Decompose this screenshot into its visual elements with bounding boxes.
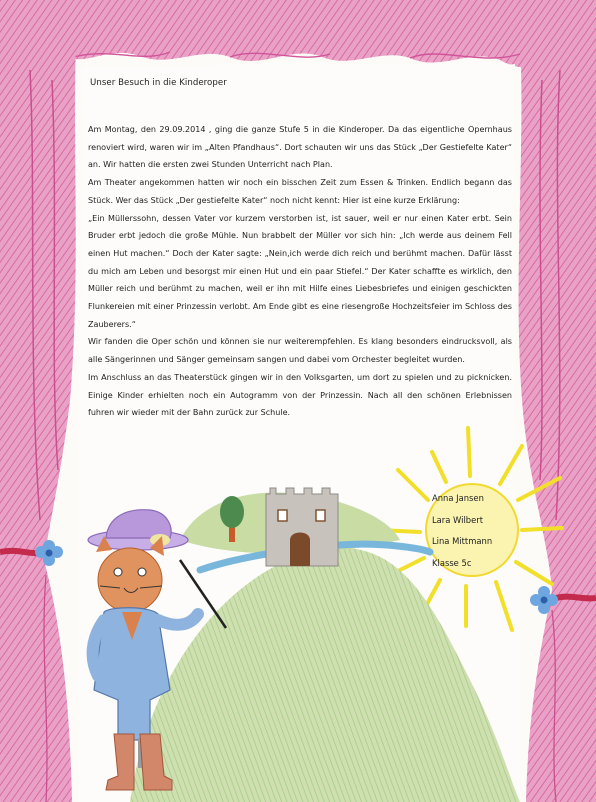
castle [266, 488, 338, 566]
paragraph-1: Am Montag, den 29.09.2014 , ging die ganze Stufe 5 in die Kinderoper. Da das eigentliche Opernhaus renoviert wird, waren wir im „Alten Pfandhaus“. Dort schauten wir uns das Stück „Der Gestiefelte Kater“ an. Wir hatten die ersten zwei Stunden Unterricht nach Plan. [88, 125, 512, 170]
letter-title: Unser Besuch in die Kinderoper [90, 78, 227, 88]
paragraph-4: Wir fanden die Oper schön und können sie nur weiterempfehlen. Es klang besonders eindrucksvoll, als alle Sängerinnen und Sänger gemeinsam sangen und dabei vom Orchester begleitet wurden. [88, 337, 512, 365]
paragraph-2: Am Theater angekommen hatten wir noch ein bisschen Zeit zum Essen & Trinken. Endlich begann das Stück. Wer das Stück „Der gestiefelte Kater“ noch nicht kennt: Hier ist eine kurze Erklärung: [88, 178, 512, 205]
paragraph-5: Im Anschluss an das Theaterstück gingen wir in den Volksgarten, um dort zu spielen und zu picknicken. Einige Kinder erhielten noch ein Autogramm von der Prinzessin. Nach all den schönen Erlebnissen fuhren wir wieder mit der Bahn zurück zur Schule. [88, 372, 512, 418]
letter-body [88, 78, 512, 422]
author-name: Lina Mittmann [432, 536, 493, 546]
paragraph-3: „Ein Müllerssohn, dessen Vater vor kurzem verstorben ist, ist sauer, weil er nur einen Kater erbt. Sein Bruder erbt jedoch die große Mühle. Nun brabbelt der Müller vor sich hin: „Ich werde aus deinem Fell einen Hut machen.“ Doch der Kater sagte: „Nein,ich werde dich reich und berühmt machen. Dafür lässt du mich am Leben und besorgst mir einen Hut und ein paar Stiefel.“ Der Kater schaffte es wirklich, den Müller reich und berühmt zu machen, weil er ihn mit Hilfe eines Liebesbriefes und einigen geschickten Flunkereien mit einer Prinzessin verlobt. Am Ende gibt es eine riesengroße Hochzeitsfeier im Schloss des Zauberers.“ [88, 213, 512, 329]
class-label: Klasse 5c [432, 557, 472, 568]
author-signatures [432, 488, 492, 574]
author-name: Lara Wilbert [432, 514, 483, 525]
author-name: Anna Jansen [432, 493, 484, 503]
